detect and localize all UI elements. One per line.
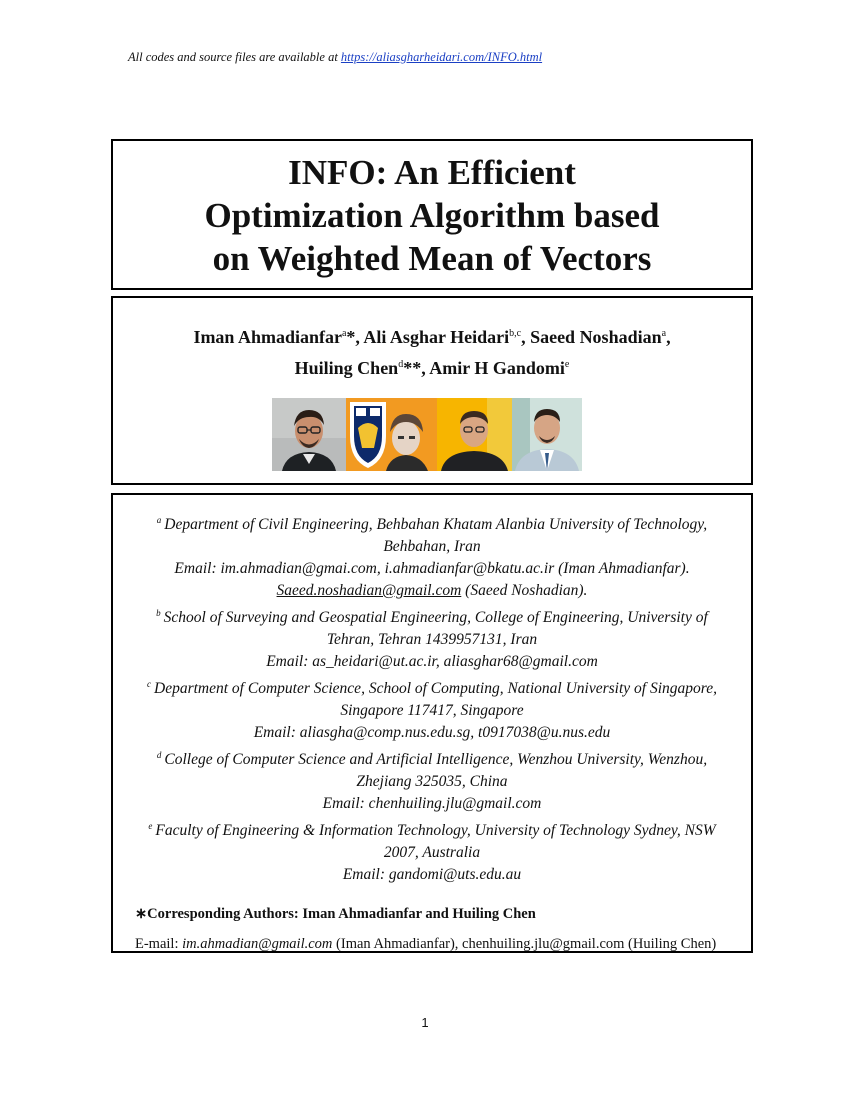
affiliation-c-email: Email: aliasgha@comp.nus.edu.sg, t0917038@u.nus.edu — [253, 724, 611, 741]
author-star: * — [346, 327, 356, 347]
author-photo-1 — [272, 398, 346, 471]
affiliation-sup: a — [156, 515, 162, 525]
affiliations-box — [111, 493, 753, 953]
corresponding-authors — [135, 906, 733, 923]
affiliation-d-email: Email: chenhuiling.jlu@gmail.com — [322, 795, 542, 812]
author-star: ** — [403, 358, 422, 378]
affiliation-sup: e — [148, 821, 153, 831]
top-note — [128, 50, 542, 65]
corresponding-emails — [135, 935, 733, 953]
affiliation-sup: c — [147, 679, 152, 689]
source-link[interactable]: https://aliasgharheidari.com/INFO.html — [340, 50, 543, 64]
affiliation-sup: d — [156, 750, 162, 760]
author-photos — [272, 398, 582, 471]
author-photo-2 — [346, 398, 437, 471]
affiliation-e — [133, 815, 731, 864]
affiliation-sup: b — [156, 608, 161, 618]
ahmadian-email: im.ahmadian@gmail.com — [182, 936, 333, 952]
author-list — [113, 320, 751, 382]
author-sup: b,c — [509, 328, 522, 339]
title-line-2: Optimization Algorithm based — [204, 196, 660, 235]
affiliation-text: Department of Civil Engineering, Behbahan Khatam Alanbia University of Technology, Behbahan, Iran — [164, 516, 708, 555]
author-heidari: , Ali Asghar Heidari — [355, 327, 510, 347]
affiliation-text: Faculty of Engineering & Information Technology, University of Technology Sydney, NSW 2007, Australia — [155, 822, 716, 861]
author-photo-4 — [512, 398, 582, 471]
star-icon: ∗ — [135, 906, 148, 922]
author-noshadian: , Saeed Noshadian — [521, 327, 662, 347]
affiliation-c — [133, 673, 731, 722]
author-gandomi: , Amir H Gandomi — [421, 358, 565, 378]
affiliation-d — [133, 744, 731, 793]
affiliation-text: Department of Computer Science, School of Computing, National University of Singapore, Singapore 117417, Singapore — [154, 680, 717, 719]
author-chen: Huiling Chen — [294, 358, 399, 378]
affiliation-a-email: Email: im.ahmadian@gmai.com, i.ahmadianfar@bkatu.ac.ir (Iman Ahmadianfar). — [174, 560, 690, 577]
title-box — [111, 139, 753, 290]
noshadian-email-link[interactable]: Saeed.noshadian@gmail.com — [276, 582, 462, 599]
affiliation-list — [133, 509, 731, 886]
affiliation-b — [133, 602, 731, 651]
paper-title — [173, 151, 691, 280]
author-line-1 — [113, 320, 751, 351]
affiliation-a-email-2 — [133, 580, 731, 602]
author-sup: d — [398, 359, 404, 370]
affiliation-a — [133, 509, 731, 558]
author-line-2 — [113, 351, 751, 382]
affiliation-email-rest: (Saeed Noshadian). — [461, 582, 588, 599]
corresponding-text: Corresponding Authors: Iman Ahmadianfar and Huiling Chen — [147, 906, 536, 922]
email-rest: (Iman Ahmadianfar), chenhuiling.jlu@gmail.com (Huiling Chen) — [332, 936, 717, 952]
title-line-3: on Weighted Mean of Vectors — [212, 239, 652, 278]
page-number: 1 — [421, 1015, 429, 1030]
author-sup: a — [341, 328, 347, 339]
author-ahmadianfar: Iman Ahmadianfar — [193, 327, 342, 347]
author-box — [111, 296, 753, 485]
author-sep: , — [666, 327, 671, 347]
author-sup: a — [661, 328, 667, 339]
affiliation-text: College of Computer Science and Artificial Intelligence, Wenzhou University, Wenzhou, Zhejiang 325035, China — [164, 751, 708, 790]
affiliation-b-email: Email: as_heidari@ut.ac.ir, aliasghar68@gmail.com — [266, 653, 598, 670]
top-note-prefix: All codes and source files are available at — [128, 50, 341, 64]
email-prefix: E-mail: — [135, 936, 183, 952]
author-sup: e — [564, 359, 570, 370]
affiliation-e-email: Email: gandomi@uts.edu.au — [342, 866, 522, 883]
author-photo-3 — [437, 398, 512, 471]
affiliation-text: School of Surveying and Geospatial Engineering, College of Engineering, University of Tehran, Tehran 1439957131, Iran — [163, 609, 708, 648]
title-line-1: INFO: An Efficient — [288, 153, 576, 192]
